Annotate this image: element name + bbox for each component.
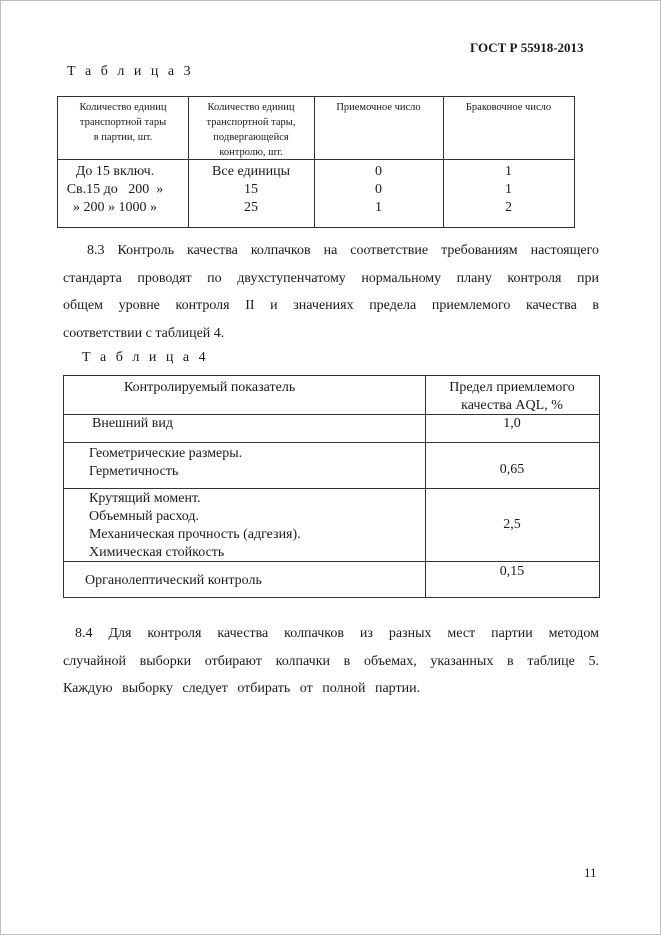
table-3-cell: 1 (505, 164, 512, 179)
table-3-cell: До 15 включ. (75, 164, 155, 179)
table-4-aql-cell: 2,5 (503, 517, 521, 532)
table-4-indicator-cell: Внешний вид (92, 416, 174, 431)
table-3-header-divider (58, 159, 574, 160)
table-3-header-cell: Браковочное число (465, 102, 552, 113)
table-3-cell: » 200 » 1000 » (73, 200, 157, 215)
table-3-column-rejection (443, 163, 574, 217)
page-number: 11 (584, 865, 597, 880)
table-3-cell: Св.15 до 200 » (66, 182, 164, 197)
table-3-column-acceptance (314, 163, 443, 217)
table-3-caption: Т а б л и ц а 3 (67, 64, 194, 79)
table-4 (63, 375, 600, 598)
table-4-aql-cell: 1,0 (503, 416, 521, 431)
table-3-header-cell: Приемочное число (336, 102, 421, 113)
table-4-caption: Т а б л и ц а 4 (82, 350, 209, 365)
paragraph-line: соответствии с таблицей 4. (63, 325, 225, 341)
table-3-cell: 15 (244, 182, 258, 197)
paragraph-line: случайной выборки отбирают колпачки в объемах, указанных в таблице 5. (63, 653, 599, 669)
table-4-row-divider (64, 488, 599, 489)
table-3 (57, 96, 575, 228)
table-4-indicator-cell: Крутящий момент. Объемный расход. Механическая прочность (адгезия). Химическая стойкость (89, 491, 301, 560)
table-3-cell: 0 (375, 182, 382, 197)
table-4-header-indicator: Контролируемый показатель (124, 380, 296, 395)
table-4-indicator-cell: Органолептический контроль (85, 573, 262, 588)
table-3-cell: 25 (244, 200, 258, 215)
paragraph-8-3 (63, 237, 599, 347)
paragraph-line: 8.3 Контроль качества колпачков на соответствие требованиям настоящего (87, 243, 599, 258)
paragraph-line: общем уровне контроля II и значениях предела приемлемого качества в (63, 298, 599, 313)
table-3-cell: 1 (505, 182, 512, 197)
table-3-cell: 1 (375, 200, 382, 215)
table-4-aql-cell: 0,15 (499, 564, 525, 579)
table-4-row-divider (64, 442, 599, 443)
table-3-header-cell: Количество единиц транспортной тары в партии, шт. (79, 102, 167, 143)
paragraph-line: стандарта проводят по двухступенчатому нормальному плану контроля при (63, 270, 599, 286)
table-3-header-cell: Количество единиц транспортной тары, подвергающейся контролю, шт. (206, 102, 296, 158)
paragraph-8-4 (63, 620, 599, 703)
table-3-column-inspected (188, 163, 314, 217)
table-3-cell: 0 (375, 164, 382, 179)
table-3-column-lot-size (50, 163, 180, 217)
table-3-cell: Все единицы (212, 164, 290, 179)
table-3-cell: 2 (505, 200, 512, 215)
paragraph-line: 8.4 Для контроля качества колпачков из разных мест партии методом (75, 626, 599, 641)
table-4-header-aql: Предел приемлемого качества AQL, % (449, 380, 575, 413)
table-4-indicator-cell: Геометрические размеры. Герметичность (89, 446, 243, 479)
document-standard-header: ГОСТ Р 55918-2013 (470, 40, 584, 55)
paragraph-line: Каждую выборку следует отбирать от полной партии. (63, 681, 421, 696)
table-4-aql-cell: 0,65 (499, 462, 525, 477)
